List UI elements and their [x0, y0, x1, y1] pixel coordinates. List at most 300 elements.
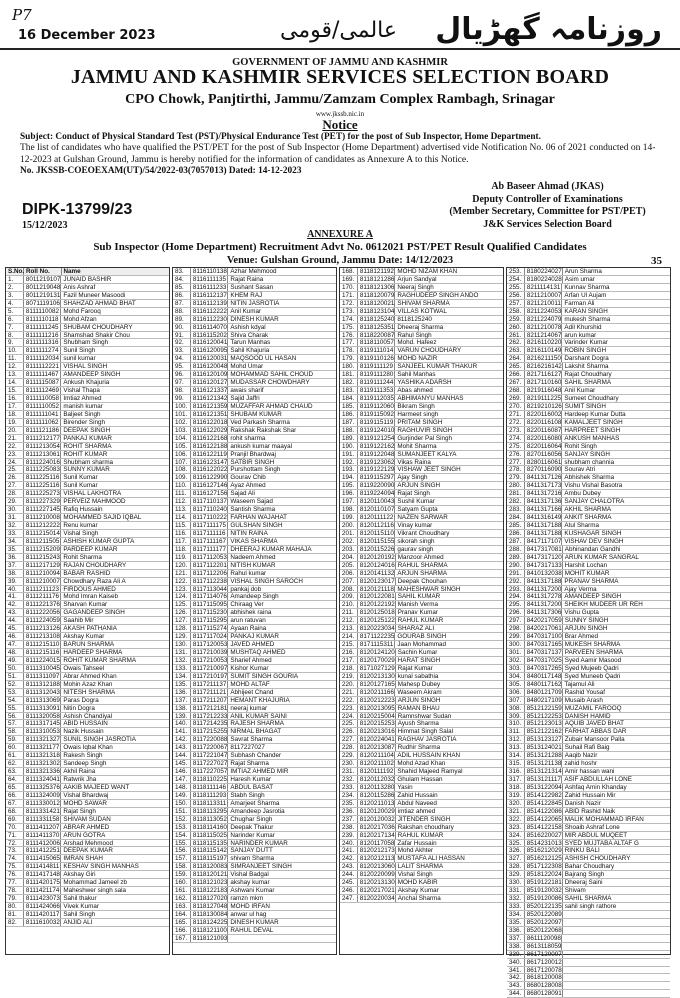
table-row	[6, 744, 169, 752]
roll-cell: 8117120053	[192, 641, 228, 649]
table-row	[6, 443, 169, 451]
name-cell: Mohammad Jameel zb	[63, 879, 128, 887]
serial-cell: 116.	[173, 530, 191, 537]
name-cell: Sahil thakur	[63, 895, 97, 903]
table-row	[6, 300, 169, 308]
name-cell: DANISH HAMID	[564, 712, 611, 720]
serial-cell: 6.	[6, 316, 24, 323]
serial-cell: 272.	[507, 419, 525, 426]
serial-cell: 180.	[340, 363, 358, 370]
name-cell: RAJAN CHOUDHARY	[63, 561, 127, 569]
serial-cell: 80.	[6, 903, 24, 910]
table-row	[507, 959, 670, 967]
name-cell: Bajrang Singh	[564, 871, 605, 879]
roll-cell: 8111227329	[25, 498, 60, 506]
serial-cell: 51.	[6, 673, 24, 680]
table-row	[507, 284, 670, 292]
name-cell: HEMANT KHAJURIA	[230, 696, 290, 704]
roll-cell: 8118120121	[192, 871, 228, 879]
roll-cell: 8411317166	[526, 506, 562, 514]
roll-cell: 8111320058	[25, 712, 60, 720]
table-row	[6, 776, 169, 784]
serial-cell: 98.	[173, 387, 191, 394]
name-cell: DEEPAK KUMAR	[63, 847, 113, 855]
name-cell: sikorah singh	[397, 537, 435, 545]
serial-cell: 130.	[173, 641, 191, 648]
table-row	[507, 593, 670, 601]
serial-cell: 147.	[173, 776, 191, 783]
serial-cell: 194.	[340, 474, 358, 481]
serial-cell: 103.	[173, 427, 191, 434]
table-row	[507, 570, 670, 578]
name-cell: 8117227027	[230, 744, 265, 752]
roll-cell: 8118120079	[359, 291, 395, 299]
table-row	[507, 268, 670, 276]
table-row	[507, 562, 670, 570]
name-cell: ankush kumar maayal	[230, 442, 292, 450]
name-cell: RAHUL KUMAR	[397, 617, 444, 625]
table-row	[507, 466, 670, 474]
name-cell: Rajat Raina	[230, 275, 264, 283]
serial-cell: 155.	[173, 840, 191, 847]
roll-cell: 8111424066	[25, 903, 60, 910]
name-cell: Vinay kumar	[397, 522, 433, 529]
serial-cell: 206.	[340, 570, 358, 577]
name-cell: ROHIT SHARMA	[63, 442, 112, 450]
name-cell: Dheeraj Sharma	[397, 323, 444, 331]
roll-cell: 8117220067	[192, 744, 228, 752]
roll-cell: 8111321336	[25, 768, 60, 776]
roll-cell: 8111111245	[24, 324, 62, 331]
roll-cell: 8118111146	[191, 784, 229, 791]
serial-cell: 33.	[6, 530, 24, 537]
name-cell: Syed Aamir Masood	[564, 656, 622, 664]
serial-cell: 24.	[6, 459, 24, 466]
serial-cell: 237.	[340, 816, 358, 823]
table-row	[173, 887, 336, 895]
table-row	[507, 657, 670, 665]
table-row	[173, 784, 336, 792]
name-cell: Ashwani Kumar	[230, 887, 275, 895]
serial-cell: 217.	[340, 657, 358, 664]
serial-cell: 12.	[6, 363, 24, 370]
name-cell: ASIF ABDULLAH LONE	[564, 776, 632, 783]
name-cell: Mohin Azaz Khan	[63, 680, 113, 688]
table-row	[173, 490, 336, 498]
roll-cell: 8117211207	[192, 696, 227, 704]
roll-cell: 8520122089	[526, 910, 562, 918]
serial-cell: 275.	[507, 443, 525, 450]
serial-cell: 307.	[507, 697, 525, 704]
table-row	[6, 435, 169, 443]
roll-cell: 8117227057	[192, 768, 228, 776]
roll-cell: 8111210007	[25, 577, 60, 585]
serial-cell: 35.	[6, 546, 24, 553]
serial-cell: 264.	[507, 355, 525, 362]
roll-cell: 8111211176	[24, 593, 62, 600]
roll-cell: 8119111353	[359, 387, 394, 395]
name-cell: Atul Sharma	[564, 522, 600, 529]
serial-cell: 65.	[6, 784, 24, 791]
serial-cell: 256.	[507, 292, 525, 299]
table-row	[507, 578, 670, 586]
roll-cell: 8470317265	[526, 664, 562, 672]
roll-cell: 8117110222	[192, 514, 227, 522]
roll-cell: 8111212177	[25, 434, 60, 442]
table-row	[340, 784, 503, 792]
name-cell: ANJID ALI	[63, 918, 93, 926]
table-row	[507, 387, 670, 395]
roll-cell: 8118120083	[192, 863, 228, 871]
serial-cell: 231.	[340, 768, 358, 775]
roll-cell: 8513121314	[526, 768, 562, 776]
roll-cell: 8516212029	[526, 847, 562, 855]
serial-cell: 200.	[340, 522, 358, 529]
table-row	[340, 792, 503, 800]
serial-cell: 288.	[507, 546, 525, 553]
name-cell: NITISH KUMAR	[230, 561, 276, 569]
name-cell: Rakshan choudhary	[397, 823, 454, 831]
table-row	[6, 459, 169, 467]
serial-cell: 138.	[173, 705, 191, 712]
name-cell: Vishal Singh	[63, 529, 99, 537]
table-row	[340, 514, 503, 522]
roll-cell: 8116121337	[192, 387, 228, 395]
table-row	[507, 316, 670, 324]
roll-cell: 8111111041	[24, 411, 62, 418]
roll-cell: 8111321302	[25, 760, 60, 768]
roll-cell: 8116115202	[192, 331, 227, 339]
board-website: www.jkssb.nic.in	[315, 110, 365, 118]
roll-cell: 8516212125	[526, 855, 562, 863]
roll-cell: 8118114160	[192, 823, 227, 831]
name-cell: Arshad Mehmood	[63, 839, 114, 847]
roll-cell: 8120112032	[359, 776, 395, 783]
name-cell: Arjun Sandyal	[397, 275, 437, 283]
name-cell: Arun Sharma	[564, 268, 602, 275]
name-cell: MUSTAFA ALI HASSAN	[397, 855, 465, 863]
roll-cell: 8520122097	[526, 918, 562, 926]
table-row	[6, 816, 169, 824]
name-cell: Deepak Thakur	[230, 823, 274, 831]
name-cell: Abhishek Sharma	[564, 474, 615, 482]
table-row	[173, 363, 336, 371]
name-cell: ramzn mkm	[230, 895, 264, 903]
name-cell: AMANDEEP SINGH	[63, 371, 121, 379]
table-row	[173, 816, 336, 824]
table-row	[340, 371, 503, 379]
serial-cell: 285.	[507, 522, 525, 529]
roll-cell: 8411317278	[526, 593, 562, 601]
roll-cell: 8120122081	[359, 593, 395, 601]
serial-cell: 90.	[173, 324, 191, 331]
table-row	[173, 316, 336, 324]
serial-cell: 42.	[6, 601, 24, 608]
serial-cell: 223.	[340, 705, 358, 712]
name-cell: Anchal Sharma	[397, 895, 441, 903]
roll-cell: 8617120007	[526, 950, 562, 958]
roll-cell: 8470317025	[526, 656, 562, 664]
roll-cell: 8119122048	[359, 450, 395, 458]
roll-cell: 8117114076	[192, 593, 227, 601]
table-row	[6, 514, 169, 522]
serial-cell: 313.	[507, 744, 525, 751]
serial-cell: 210.	[340, 601, 358, 608]
serial-cell: 291.	[507, 570, 525, 577]
roll-cell: 8117227027	[192, 760, 228, 768]
table-row	[173, 601, 336, 609]
roll-cell: 8111224059	[25, 617, 60, 625]
table-row	[340, 601, 503, 609]
table-row	[507, 800, 670, 808]
serial-cell: 92.	[173, 339, 191, 346]
name-cell: Farman Ali	[564, 299, 595, 307]
roll-cell: 8120220099	[359, 871, 395, 879]
table-row	[507, 379, 670, 387]
table-row	[507, 292, 670, 300]
roll-cell: 8111330012	[25, 799, 60, 807]
roll-cell: 8118125351	[359, 323, 395, 331]
name-cell: Kishor Kumar	[230, 664, 269, 672]
serial-cell: 34.	[6, 538, 24, 545]
serial-cell: 156.	[173, 847, 191, 854]
name-cell: Mohit Sharma	[397, 442, 437, 450]
table-row	[507, 879, 670, 887]
roll-cell: 8111417148	[25, 871, 60, 879]
table-row	[340, 641, 503, 649]
table-row	[173, 451, 336, 459]
serial-cell: 195.	[340, 482, 358, 489]
roll-cell: 8120220034	[359, 895, 395, 903]
serial-cell: 311.	[507, 728, 525, 735]
roll-cell: 8111224015	[25, 656, 60, 664]
serial-cell: 38.	[6, 570, 24, 577]
name-cell	[562, 943, 670, 950]
serial-cell: 224.	[340, 713, 358, 720]
roll-cell: 8111415065	[25, 855, 60, 863]
serial-cell: 190.	[340, 443, 358, 450]
notice-heading: Notice	[322, 117, 358, 132]
serial-cell: 209.	[340, 593, 358, 600]
name-cell: Darshant Dogra	[564, 355, 609, 363]
serial-cell: 267.	[507, 379, 525, 386]
name-cell: Anil Kumar	[230, 307, 262, 315]
name-cell: manish kumar	[63, 402, 103, 410]
serial-cell: 31.	[6, 514, 24, 521]
name-cell: Rajat Singh	[63, 807, 96, 815]
serial-cell: 201.	[340, 530, 358, 537]
serial-cell: 95.	[173, 363, 191, 370]
name-cell: FARHAN WAJAHAT	[230, 514, 288, 522]
roll-cell: 8118121286	[359, 275, 395, 283]
table-row	[173, 736, 336, 744]
roll-cell: 8116121351	[192, 410, 228, 418]
table-row	[340, 522, 503, 530]
name-cell: Asim umar	[564, 275, 595, 283]
roll-cell: 8120211013	[359, 799, 395, 807]
name-cell: Mohd Akhter	[397, 847, 434, 855]
serial-cell: 89.	[173, 316, 191, 323]
table-row	[507, 911, 670, 919]
table-row	[173, 506, 336, 514]
roll-cell: 8120211104	[359, 752, 394, 760]
name-cell: SAHIL KUMAR	[397, 593, 441, 601]
serial-cell: 284.	[507, 514, 525, 521]
roll-cell: 8119111129	[358, 363, 396, 370]
serial-cell: 290.	[507, 562, 525, 569]
serial-cell: 163.	[173, 903, 191, 910]
roll-cell: 8116123147	[192, 458, 228, 466]
serial-cell: 44.	[6, 617, 24, 624]
serial-cell: 221.	[340, 689, 358, 696]
serial-cell: 303.	[507, 665, 525, 672]
name-cell: RAHUL SHARMA	[397, 561, 448, 569]
name-cell: AAKIB MAJEED WANT	[63, 783, 130, 791]
name-cell: SANJAY DUTT	[230, 847, 273, 855]
serial-cell: 162.	[173, 895, 191, 902]
roll-cell: 8120170029	[359, 656, 395, 664]
table-row	[340, 625, 503, 633]
serial-cell: 25.	[6, 466, 24, 473]
name-cell: SHIVAM SHARMA	[397, 299, 450, 307]
table-row	[173, 649, 336, 657]
name-cell: Syed Muneeb Qadri	[564, 672, 621, 680]
serial-cell: 308.	[507, 705, 525, 712]
table-row	[507, 863, 670, 871]
roll-cell: 8117117024	[192, 633, 227, 641]
table-row	[173, 554, 336, 562]
english-date: 16 December 2023	[18, 28, 156, 43]
roll-cell: 8119111244	[359, 379, 394, 387]
serial-cell: 336.	[507, 927, 525, 934]
table-row	[173, 855, 336, 863]
serial-cell: 341.	[507, 967, 525, 974]
table-row	[507, 776, 670, 784]
table-row	[6, 578, 169, 586]
section-title: عالمی/قومی	[280, 18, 398, 43]
name-cell: gaurav singh	[397, 545, 434, 553]
name-cell: MOHIT KUMAR	[564, 569, 610, 577]
serial-cell: 129.	[173, 633, 191, 640]
serial-cell: 158.	[173, 863, 191, 870]
name-cell: Ved Parkash Sharma	[230, 418, 290, 426]
table-row	[507, 617, 670, 625]
name-cell: RAGHAV JASROTIA	[397, 736, 457, 744]
table-row	[6, 355, 169, 363]
roll-cell: 8120123017	[359, 577, 395, 585]
serial-cell: 66.	[6, 792, 24, 799]
table-row	[173, 657, 336, 665]
serial-cell: 9.	[6, 339, 24, 346]
board-title: JAMMU AND KASHMIR SERVICES SELECTION BOARD	[70, 66, 610, 88]
table-row	[6, 728, 169, 736]
name-cell: Ajay Verma	[564, 585, 597, 593]
table-row	[173, 752, 336, 760]
serial-cell: 157.	[173, 855, 191, 862]
serial-cell: 207.	[340, 578, 358, 585]
serial-cell: 91.	[173, 332, 191, 339]
name-cell: Dheeraj Saini	[564, 879, 603, 887]
table-row	[507, 792, 670, 800]
roll-cell: 8120125122	[359, 617, 395, 625]
roll-cell: 8117212181	[192, 704, 228, 712]
roll-cell: 8514122158	[526, 823, 562, 831]
table-row	[6, 554, 169, 562]
table-row	[340, 824, 503, 832]
roll-cell: 8217116127	[526, 371, 562, 379]
table-row	[507, 974, 670, 982]
name-cell: neeraj kumar	[230, 704, 268, 712]
roll-cell: 8514122086	[526, 807, 562, 815]
serial-cell: 166.	[173, 927, 191, 934]
name-cell: Abas ahmed	[397, 387, 433, 395]
venue-line: Venue: Gulshan Ground, Jammu Date: 14/12/2023	[226, 255, 454, 266]
roll-cell: 8513121138	[526, 760, 562, 768]
table-row	[173, 847, 336, 855]
roll-cell: 8216110220	[526, 339, 562, 347]
roll-cell: 8119123062	[359, 458, 395, 466]
table-row	[340, 578, 503, 586]
table-row	[507, 530, 670, 538]
name-cell: Rohit Sharma	[63, 553, 102, 561]
serial-cell: 61.	[6, 752, 24, 759]
serial-cell: 151.	[173, 808, 191, 815]
name-cell	[563, 982, 670, 989]
serial-cell: 293.	[507, 586, 525, 593]
roll-cell: 8211210007	[526, 291, 562, 299]
name-cell: Pranav Kumar	[397, 609, 438, 617]
serial-cell: 229.	[340, 752, 358, 759]
serial-cell: 124.	[173, 593, 191, 600]
serial-cell: 19.	[6, 419, 24, 426]
serial-cell: 149.	[173, 792, 191, 799]
roll-cell: 8220116108	[526, 418, 562, 426]
name-cell: Brar Ahmed	[564, 633, 598, 641]
roll-cell: 8514122982	[526, 791, 562, 799]
roll-cell: 8118122183	[192, 887, 228, 895]
name-cell: zahid hoshr	[564, 760, 597, 768]
serial-cell: 265.	[507, 363, 525, 370]
roll-cell: 8111210094	[25, 569, 60, 577]
roll-cell: 8120223034	[359, 625, 395, 633]
serial-cell: 298.	[507, 625, 525, 632]
table-row	[507, 482, 670, 490]
serial-cell: 88.	[173, 308, 191, 315]
table-row	[507, 411, 670, 419]
name-cell: Sushant Sasan	[230, 283, 274, 291]
serial-cell: 115.	[173, 522, 191, 529]
name-cell: Vishu Gupta	[564, 609, 599, 617]
table-row	[6, 308, 169, 316]
roll-cell: 8111312188	[25, 680, 60, 688]
serial-cell: 174.	[340, 316, 358, 323]
name-cell: Rajat Kumar	[397, 664, 433, 672]
roll-cell: 8111420175	[25, 879, 60, 887]
roll-cell: 8120217036	[359, 823, 395, 831]
table-row	[507, 435, 670, 443]
table-row	[6, 847, 169, 855]
serial-cell: 230.	[340, 760, 358, 767]
table-row	[173, 617, 336, 625]
serial-cell: 292.	[507, 578, 525, 585]
name-cell: SUNNY KUMAR	[63, 466, 110, 474]
table-row	[6, 840, 169, 848]
name-cell: ABID Rashid Naik	[564, 807, 616, 815]
table-row	[340, 530, 503, 538]
serial-cell: 327.	[507, 855, 525, 862]
name-cell: YASHIKA ADARSH	[397, 379, 452, 387]
name-cell: IMRAN SHAH	[63, 855, 103, 863]
